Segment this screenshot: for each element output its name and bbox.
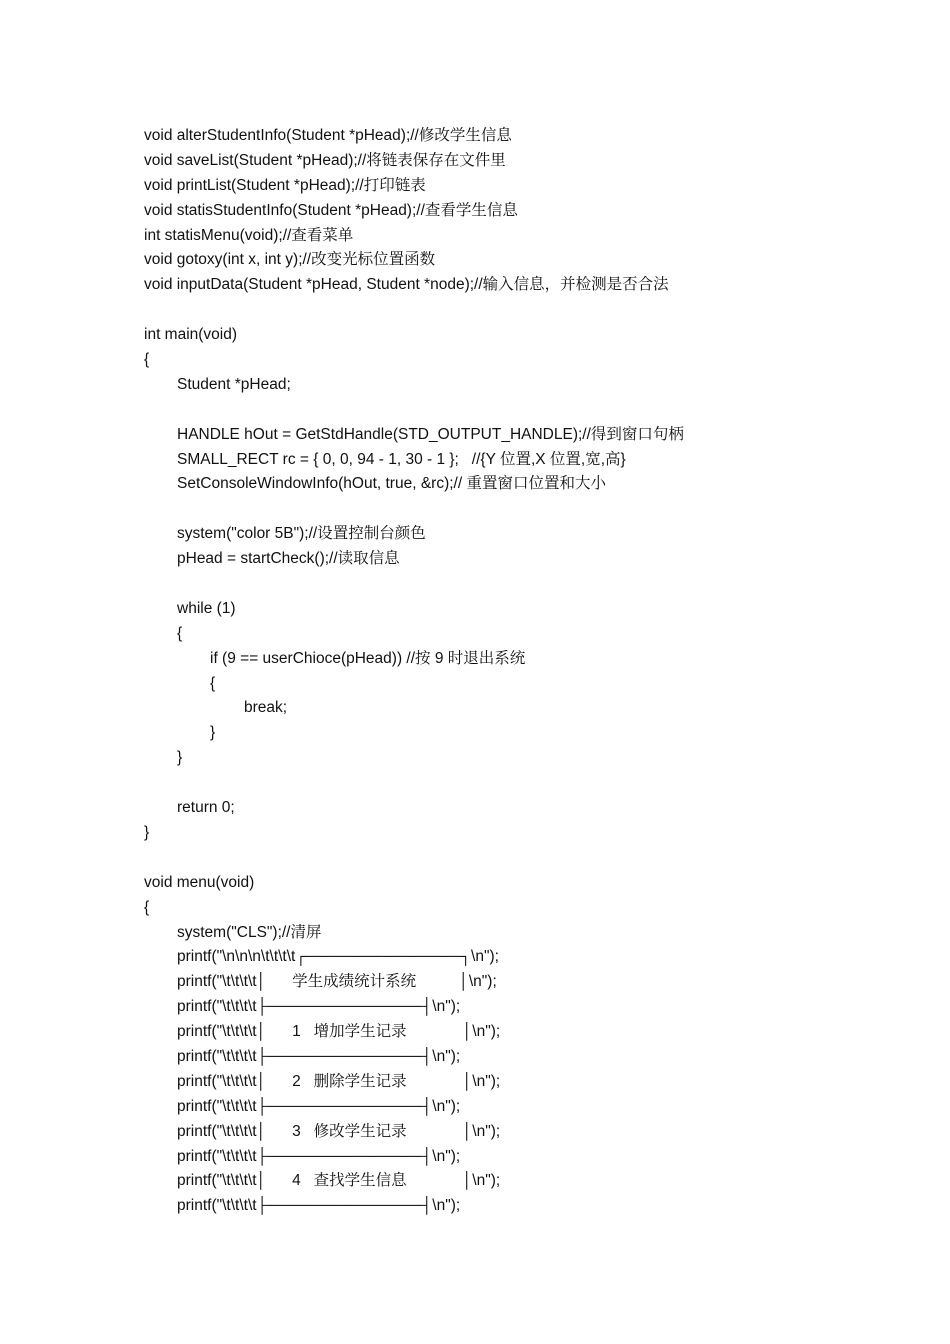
code-line: { [144,898,150,916]
code-line: printf("\t\t\t\t│ 2 删除学生记录 │\n"); [177,1072,501,1090]
code-line: int main(void) [144,326,238,344]
code-line: if (9 == userChioce(pHead)) //按 9 时退出系统 [210,649,526,667]
blank-line [144,298,904,323]
code-line: int statisMenu(void);//查看菜单 [144,226,354,244]
code-line: void printList(Student *pHead);//打印链表 [144,176,426,194]
code-line: void menu(void) [144,873,255,891]
code-line: void statisStudentInfo(Student *pHead);//查看学生信息 [144,201,518,219]
code-line: { [210,674,216,692]
code-line: printf("\t\t\t\t├──────────────┤\n"); [177,1147,461,1165]
code-line: printf("\t\t\t\t├──────────────┤\n"); [177,1197,461,1215]
code-line: } [177,749,183,767]
blank-line [144,497,904,522]
blank-line [144,398,904,423]
code-line: return 0; [177,799,235,817]
code-line: printf("\t\t\t\t│ 4 查找学生信息 │\n"); [177,1172,501,1190]
code-line: printf("\t\t\t\t│ 1 增加学生记录 │\n"); [177,1023,501,1041]
code-listing [144,124,904,1219]
code-line: void saveList(Student *pHead);//将链表保存在文件里 [144,151,506,169]
code-line: { [144,351,150,369]
code-line: printf("\t\t\t\t│ 3 修改学生记录 │\n"); [177,1122,501,1140]
code-line: SMALL_RECT rc = { 0, 0, 94 - 1, 30 - 1 }; //{Y 位置,X 位置,宽,高} [177,450,626,468]
code-line: Student *pHead; [177,375,291,393]
code-line: } [144,823,150,841]
blank-line [144,771,904,796]
code-line: printf("\t\t\t\t├──────────────┤\n"); [177,1097,461,1115]
code-line: HANDLE hOut = GetStdHandle(STD_OUTPUT_HANDLE);//得到窗口句柄 [177,425,684,443]
code-line: break; [244,699,288,717]
code-line: system("CLS");//清屏 [177,923,322,941]
code-line: printf("\t\t\t\t│ 学生成绩统计系统 │\n"); [177,973,497,991]
code-line: void inputData(Student *pHead, Student *node);//输入信息，并检测是否合法 [144,276,669,294]
code-line: SetConsoleWindowInfo(hOut, true, &rc);// 重置窗口位置和大小 [177,475,606,493]
blank-line [144,846,904,871]
code-line: system("color 5B");//设置控制台颜色 [177,525,426,543]
blank-line [144,572,904,597]
code-line: } [210,724,216,742]
code-line: printf("\t\t\t\t├──────────────┤\n"); [177,1047,461,1065]
code-line: pHead = startCheck();//读取信息 [177,550,400,568]
code-line: while (1) [177,599,236,617]
code-line: void alterStudentInfo(Student *pHead);//修改学生信息 [144,127,512,144]
code-line: { [177,624,183,642]
code-line: printf("\n\n\n\t\t\t\t┌──────────────┐\n"); [177,948,499,966]
code-line: printf("\t\t\t\t├──────────────┤\n"); [177,998,461,1016]
code-line: void gotoxy(int x, int y);//改变光标位置函数 [144,251,436,269]
